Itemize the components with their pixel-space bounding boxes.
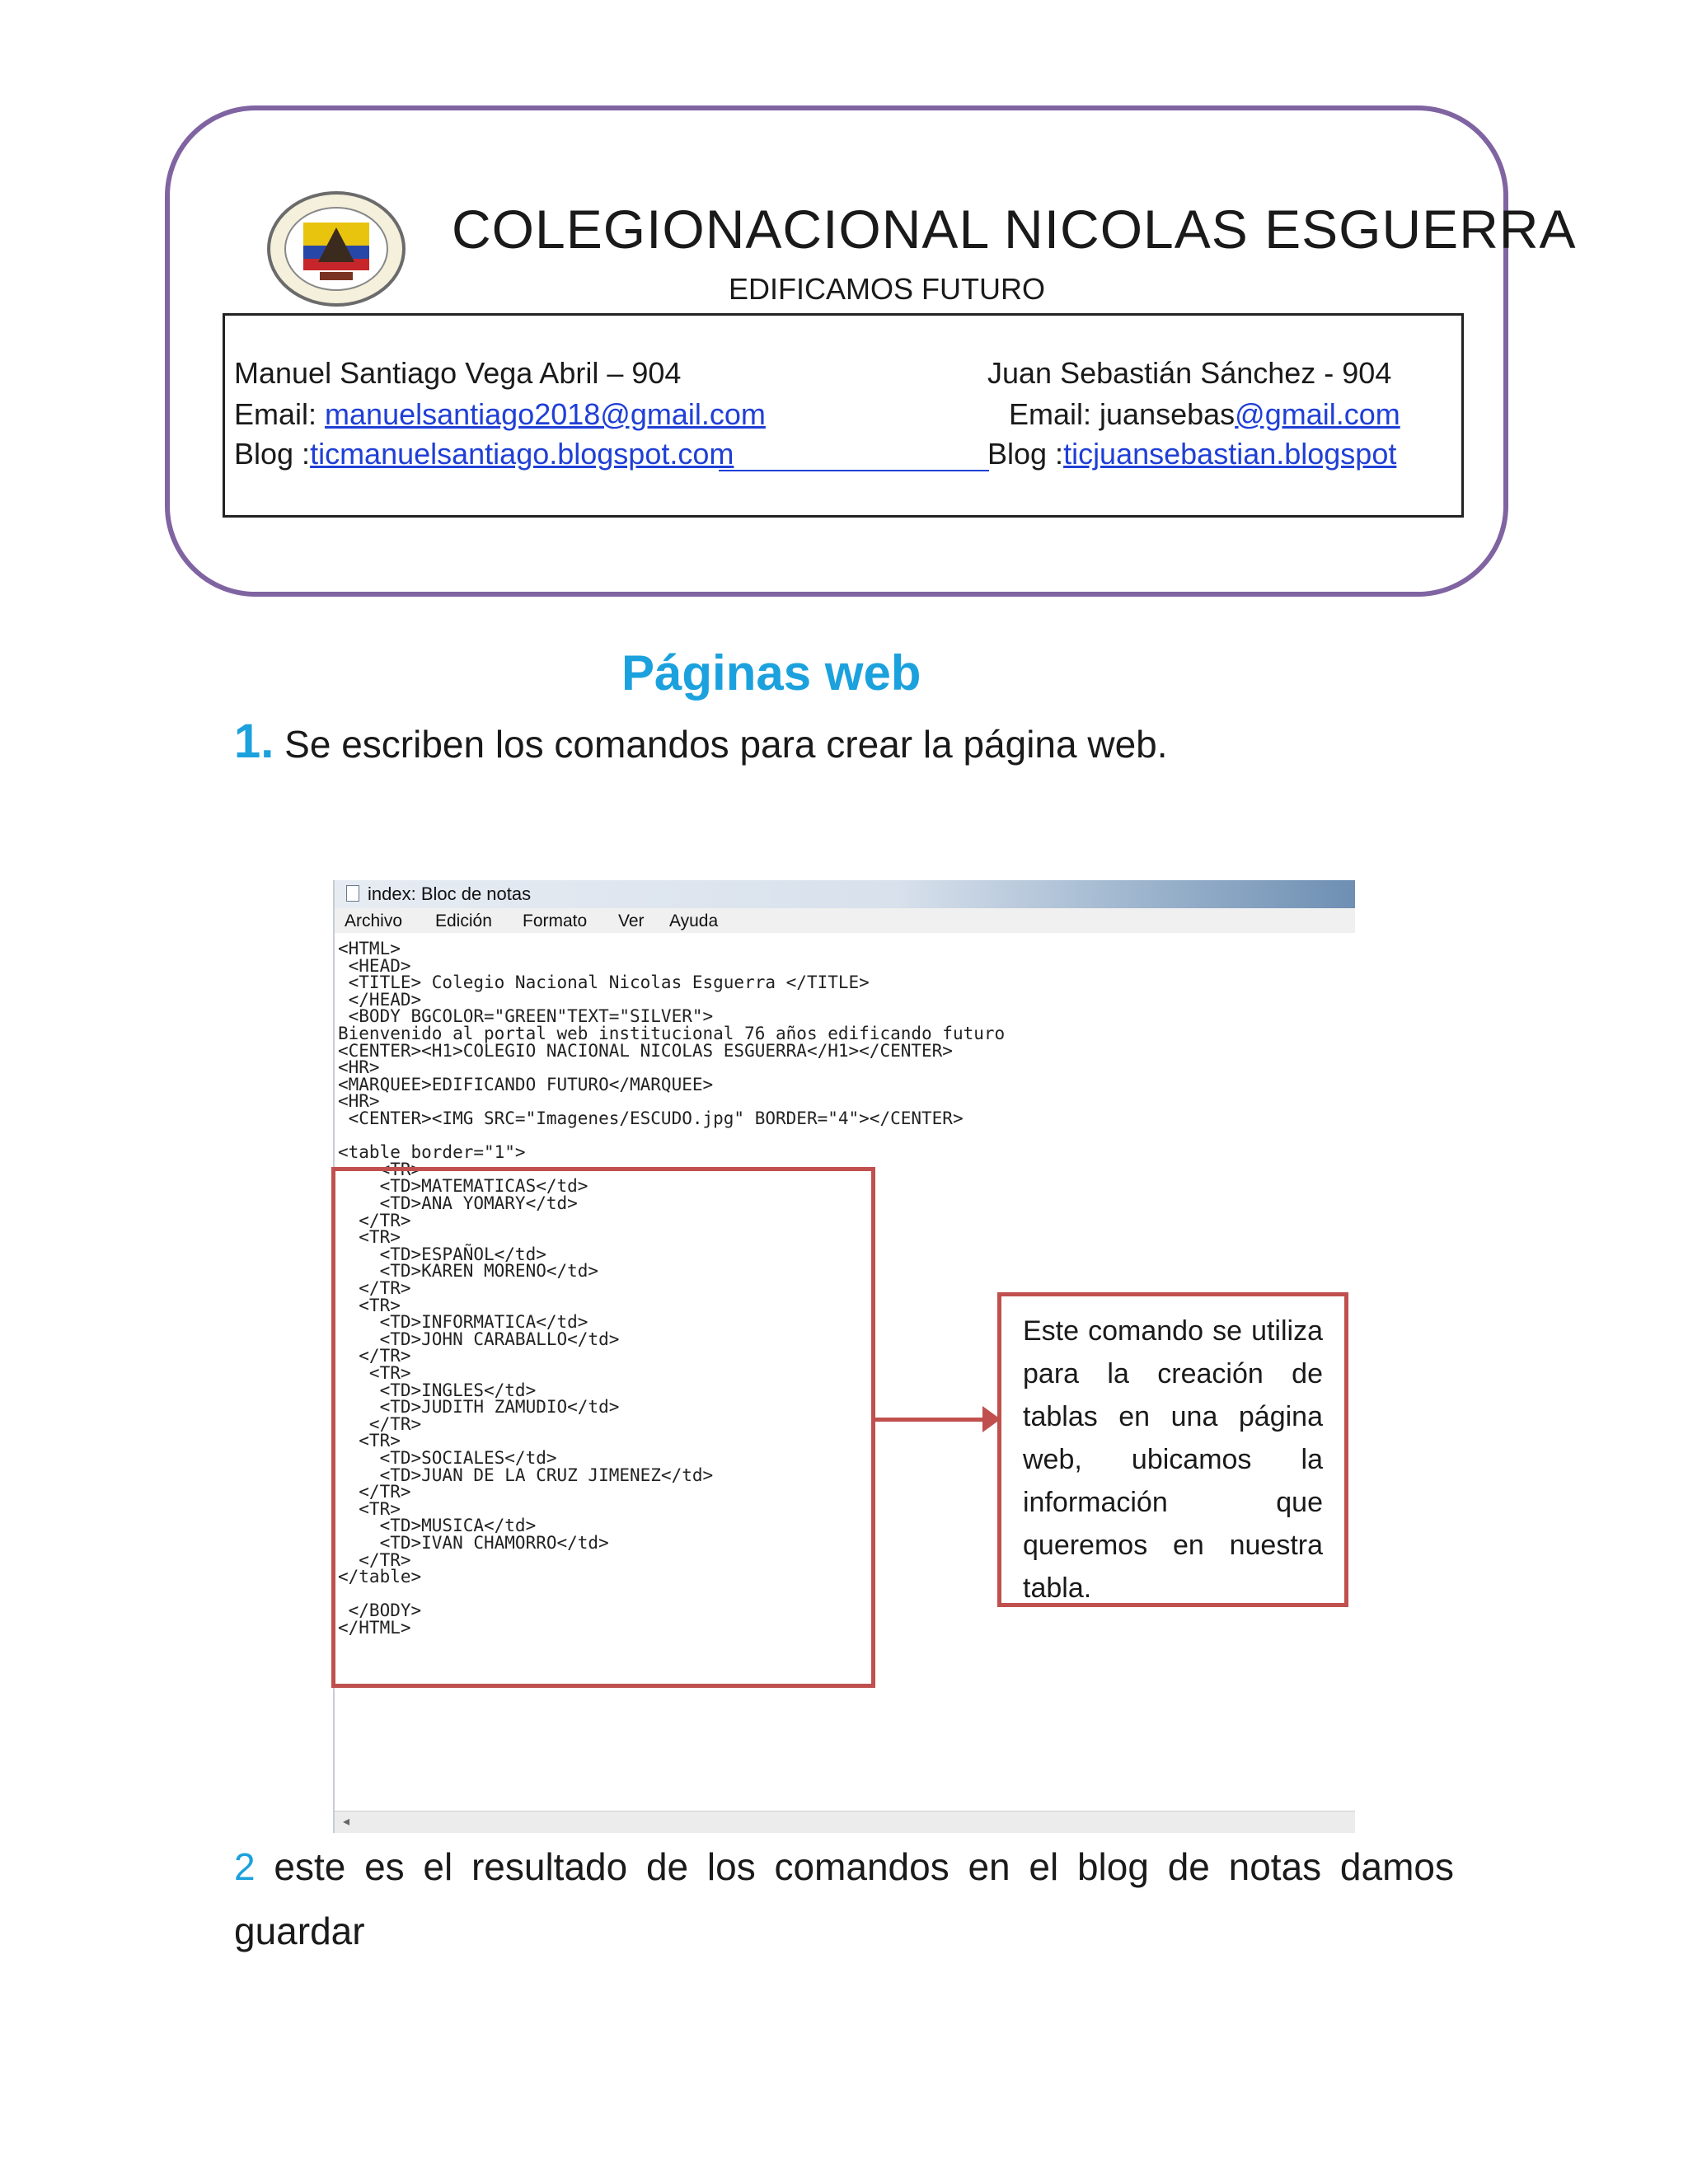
student1-blog-row <box>234 437 734 471</box>
menu-ayuda[interactable]: Ayuda <box>669 912 719 930</box>
code-line: <TR> <box>338 1498 401 1519</box>
code-line: <TD>JOHN CARABALLO</td> <box>338 1329 620 1349</box>
code-line: <TR> <box>338 1431 401 1451</box>
menu-ver[interactable]: Ver <box>618 912 645 930</box>
code-line: Bienvenido al portal web institucional 76 años edificando futuro <box>338 1024 1006 1043</box>
scroll-left-arrow-icon[interactable]: ◂ <box>343 1815 350 1829</box>
code-line: <TD>MUSICA</td> <box>338 1516 537 1536</box>
student1-email-link[interactable]: manuelsantiago2018@gmail.com <box>325 397 766 431</box>
step1-text <box>234 714 1168 769</box>
code-line: <HR> <box>338 1091 380 1112</box>
code-line: <TR> <box>338 1295 401 1315</box>
student2-email-row <box>1009 397 1400 432</box>
code-line: </HEAD> <box>338 989 422 1010</box>
document-icon <box>346 885 359 902</box>
code-line: </table> <box>338 1567 422 1587</box>
code-line: <table border="1"> <box>338 1142 526 1163</box>
code-line: <TITLE> Colegio Nacional Nicolas Esguerra </TITLE> <box>338 972 870 993</box>
code-line: </HTML> <box>338 1618 411 1638</box>
code-line: <TR> <box>338 1227 401 1248</box>
menu-formato[interactable]: Formato <box>523 912 588 930</box>
step1-description: Se escriben los comandos para crear la página web. <box>274 723 1168 766</box>
code-line: <HTML> <box>338 939 401 958</box>
code-line: </TR> <box>338 1210 411 1230</box>
code-line: </BODY> <box>338 1601 422 1621</box>
code-line: <TD>INFORMATICA</td> <box>338 1312 588 1333</box>
code-line: <TD>MATEMATICAS</td> <box>338 1176 588 1197</box>
school-crest-logo <box>262 186 410 310</box>
blog-underline-rule <box>719 470 989 471</box>
student1-blog-link[interactable]: ticmanuelsantiago.blogspot.com <box>310 437 734 471</box>
step2-text <box>234 1835 1454 1963</box>
student2-email-link[interactable]: @gmail.com <box>1235 397 1400 431</box>
code-highlight-box <box>331 1167 875 1688</box>
school-title: COLEGIONACIONAL NICOLAS ESGUERRA <box>452 199 1577 260</box>
student1-email-row <box>234 397 766 432</box>
step2-description: este es el resultado de los comandos en el blog de notas damos guardar <box>234 1845 1454 1952</box>
code-line: <TD>ESPAÑOL</td> <box>338 1244 546 1264</box>
code-line: <TD>SOCIALES</td> <box>338 1448 557 1468</box>
code-line: <CENTER><H1>COLEGIO NACIONAL NICOLAS ESGUERRA</H1></CENTER> <box>338 1040 953 1061</box>
code-line: <TD>IVAN CHAMORRO</td> <box>338 1533 609 1553</box>
student2-name: Juan Sebastián Sánchez - 904 <box>987 356 1392 390</box>
code-line: <MARQUEE>EDIFICANDO FUTURO</MARQUEE> <box>338 1074 714 1094</box>
student1-blog-label: Blog : <box>234 437 311 471</box>
student1-email-label: Email: <box>234 397 326 431</box>
code-line: <HR> <box>338 1057 380 1078</box>
code-line: <BODY BGCOLOR="GREEN"TEXT="SILVER"> <box>338 1006 714 1027</box>
code-line: <CENTER><IMG SRC="Imagenes/ESCUDO.jpg" BORDER="4"></CENTER> <box>338 1108 964 1128</box>
student2-blog-link[interactable]: ticjuansebastian.blogspot <box>1063 437 1397 471</box>
code-line: </TR> <box>338 1346 411 1366</box>
student2-blog-row <box>987 437 1396 471</box>
code-line: <TD>ANA YOMARY</td> <box>338 1193 578 1213</box>
student1-name: Manuel Santiago Vega Abril – 904 <box>234 356 682 390</box>
code-line: <HEAD> <box>338 955 411 976</box>
menu-edicion[interactable]: Edición <box>435 912 492 930</box>
code-line: <TR> <box>338 1159 422 1179</box>
code-line: </TR> <box>338 1482 411 1502</box>
student2-email-label: Email: juansebas <box>1009 397 1236 431</box>
code-line: <TR> <box>338 1363 411 1383</box>
school-motto: EDIFICAMOS FUTURO <box>729 272 1045 306</box>
step1-number: 1. <box>234 715 274 768</box>
code-line: <TD>INGLES</td> <box>338 1380 537 1400</box>
code-line: </TR> <box>338 1549 411 1570</box>
code-line: <TD>JUAN DE LA CRUZ JIMENEZ</td> <box>338 1465 714 1485</box>
section-title: Páginas web <box>621 645 921 701</box>
annotation-arrow-line <box>875 1418 987 1422</box>
notepad-title: index: Bloc de notas <box>368 883 532 904</box>
student2-blog-label: Blog : <box>987 437 1064 471</box>
notepad-titlebar <box>335 880 1355 908</box>
step2-number: 2 <box>234 1845 256 1888</box>
code-line: <TD>JUDITH ZAMUDIO</td> <box>338 1397 620 1418</box>
code-line: </TR> <box>338 1278 411 1298</box>
code-line: <TD>KAREN MORENO</td> <box>338 1261 599 1282</box>
annotation-note: Este comando se utiliza para la creación de tablas en una página web, ubicamos la información que queremos en nuestra tabla. <box>997 1292 1348 1607</box>
code-line: </TR> <box>338 1413 422 1434</box>
horizontal-scrollbar[interactable] <box>335 1811 1355 1833</box>
notepad-menubar <box>335 908 1355 934</box>
menu-archivo[interactable]: Archivo <box>345 912 403 930</box>
